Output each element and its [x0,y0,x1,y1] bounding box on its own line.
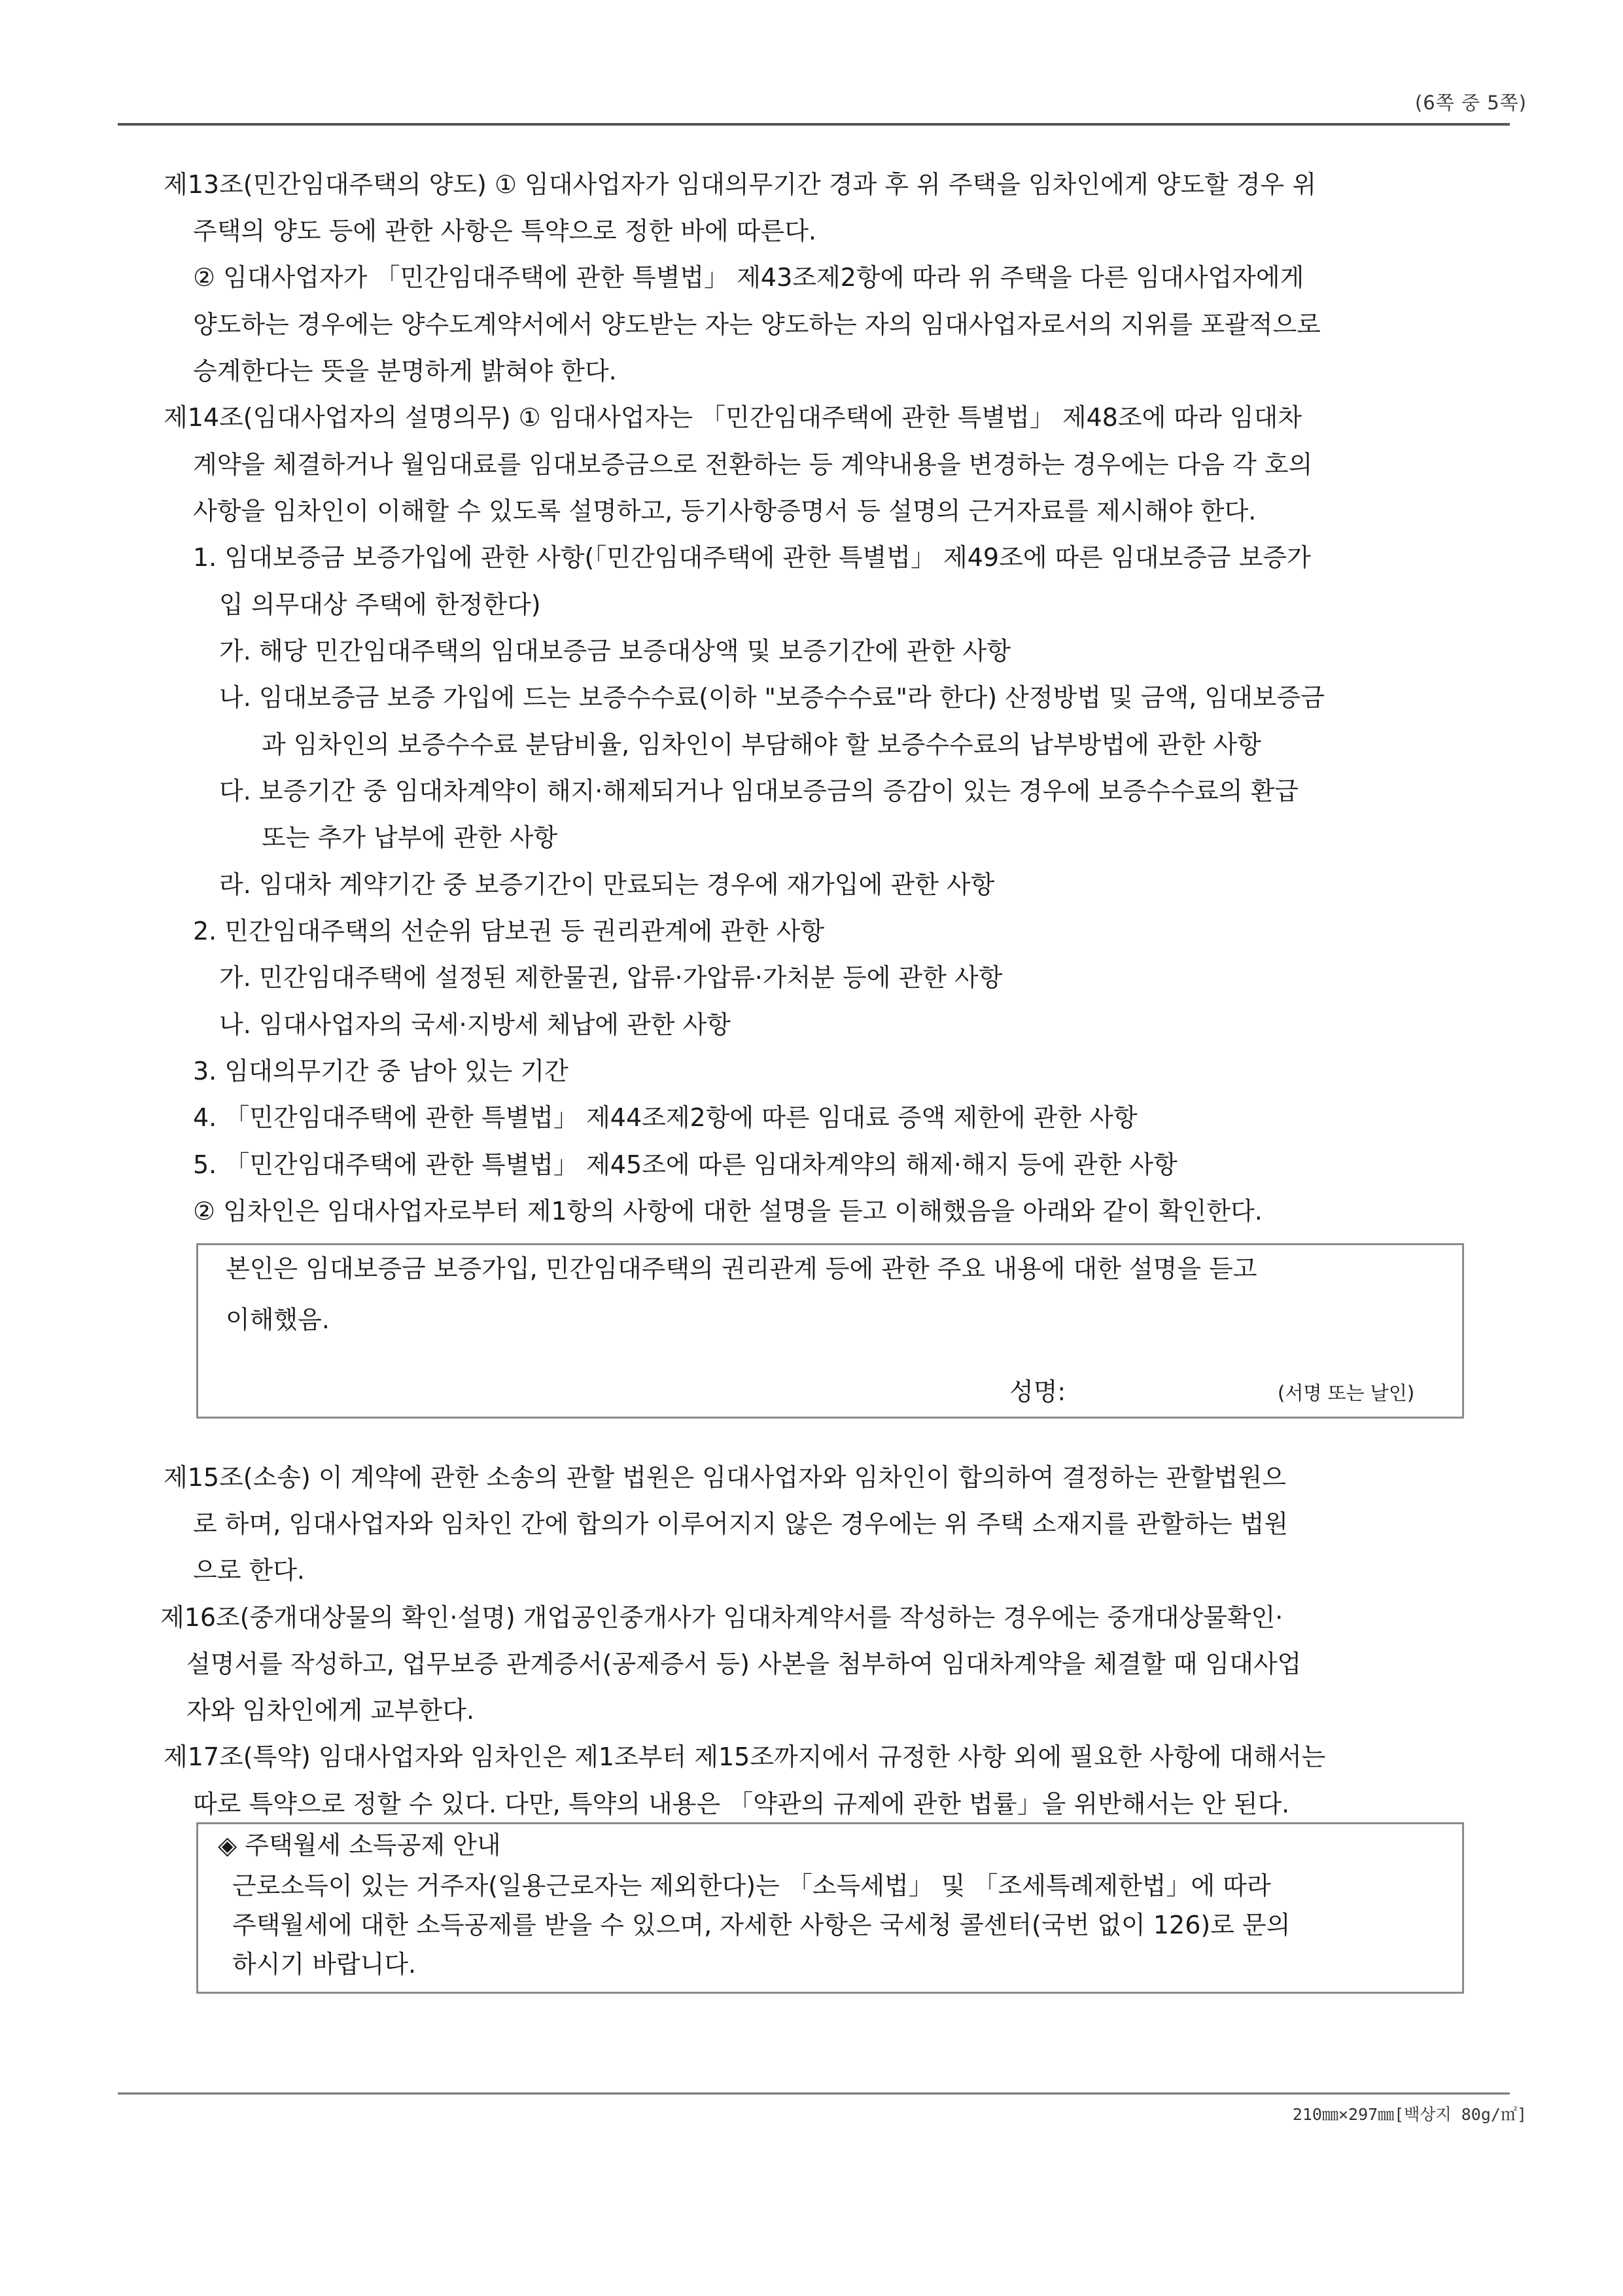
confirmation-box [196,1243,1464,1419]
notice-title: ◈ 주택월세 소득공제 안내 [218,1831,501,1860]
top-divider [118,123,1510,126]
article17-line2: 따로 특약으로 정할 수 있다. 다만, 특약의 내용은 「약관의 규제에 관한 법률」을 위반해서는 안 된다. [193,1790,1290,1818]
page-number: (6쪽 중 5쪽) [1414,92,1527,114]
article14-item1-na-line2: 과 임차인의 보증수수료 분담비율, 임차인이 부담해야 할 보증수수료의 납부방법에 관한 사항 [262,730,1261,759]
article15-line3: 으로 한다. [193,1556,305,1585]
article14-item5: 5. 「민간임대주택에 관한 특별법」 제45조에 따른 임대차계약의 해제·해지 등에 관한 사항 [193,1150,1178,1179]
article15-line2: 로 하며, 임대사업자와 임차인 간에 합의가 이루어지지 않은 경우에는 위 주택 소재지를 관할하는 법원 [193,1510,1289,1538]
signature-label: 성명: [1009,1377,1066,1406]
article13-line4: 양도하는 경우에는 양수도계약서에서 양도받는 자는 양도하는 자의 임대사업자로서의 지위를 포괄적으로 [193,310,1321,339]
article14-item2-ga: 가. 민간임대주택에 설정된 제한물권, 압류·가압류·가처분 등에 관한 사항 [219,963,1003,992]
article14-item1-ga: 가. 해당 민간임대주택의 임대보증금 보증대상액 및 보증기간에 관한 사항 [219,637,1011,665]
confirmation-text-line1: 본인은 임대보증금 보증가입, 민간임대주택의 권리관계 등에 관한 주요 내용에 대한 설명을 듣고 [226,1254,1257,1283]
article14-item1-ra: 라. 임대차 계약기간 중 보증기간이 만료되는 경우에 재가입에 관한 사항 [219,870,995,899]
notice-line3: 하시기 바랍니다. [232,1950,417,1979]
article14-line1: 제14조(임대사업자의 설명의무) ① 임대사업자는 「민간임대주택에 관한 특별법」 제48조에 따라 임대차 [164,403,1302,432]
bottom-divider [118,2093,1510,2094]
article14-item4: 4. 「민간임대주택에 관한 특별법」 제44조제2항에 따른 임대료 증액 제한에 관한 사항 [193,1103,1138,1132]
article14-line2: 계약을 체결하거나 월임대료를 임대보증금으로 전환하는 등 계약내용을 변경하는 경우에는 다음 각 호의 [193,450,1313,479]
article14-item2-na: 나. 임대사업자의 국세·지방세 체납에 관한 사항 [219,1010,731,1039]
article14-line3: 사항을 임차인이 이해할 수 있도록 설명하고, 등기사항증명서 등 설명의 근거자료를 제시해야 한다. [193,497,1257,525]
article16-line1: 제16조(중개대상물의 확인·설명) 개업공인중개사가 임대차계약서를 작성하는 경우에는 중개대상물확인· [160,1603,1283,1632]
signature-note: (서명 또는 날인) [1278,1382,1415,1404]
article14-item1-da-line2: 또는 추가 납부에 관한 사항 [262,823,558,852]
article13-line3: ② 임대사업자가 「민간임대주택에 관한 특별법」 제43조제2항에 따라 위 주택을 다른 임대사업자에게 [193,263,1304,292]
article15-line1: 제15조(소송) 이 계약에 관한 소송의 관할 법원은 임대사업자와 임차인이 합의하여 결정하는 관할법원으 [164,1463,1286,1492]
article13-line2: 주택의 양도 등에 관한 사항은 특약으로 정한 바에 따른다. [193,217,816,245]
article14-para2: ② 임차인은 임대사업자로부터 제1항의 사항에 대한 설명을 듣고 이해했음을 아래와 같이 확인한다. [193,1197,1263,1226]
article13-line1: 제13조(민간임대주택의 양도) ① 임대사업자가 임대의무기간 경과 후 위 주택을 임차인에게 양도할 경우 위 [164,170,1317,199]
confirmation-text-line2: 이해했음. [226,1305,330,1334]
article14-item2: 2. 민간임대주택의 선순위 담보권 등 권리관계에 관한 사항 [193,917,825,945]
article14-item1-na-line1: 나. 임대보증금 보증 가입에 드는 보증수수료(이하 "보증수수료"라 한다) 산정방법 및 금액, 임대보증금 [219,683,1325,712]
article14-item1-line2: 입 의무대상 주택에 한정한다) [219,590,541,619]
paper-spec: 210㎜×297㎜[백상지 80g/㎡] [1292,2105,1527,2124]
article14-item1-line1: 1. 임대보증금 보증가입에 관한 사항(「민간임대주택에 관한 특별법」 제49조에 따른 임대보증금 보증가 [193,543,1311,572]
notice-line1: 근로소득이 있는 거주자(일용근로자는 제외한다)는 「소득세법」 및 「조세특례제한법」에 따라 [232,1871,1271,1900]
article13-line5: 승계한다는 뜻을 분명하게 밝혀야 한다. [193,357,617,385]
article14-item3: 3. 임대의무기간 중 남아 있는 기간 [193,1057,568,1086]
article16-line2: 설명서를 작성하고, 업무보증 관계증서(공제증서 등) 사본을 첨부하여 임대차계약을 체결할 때 임대사업 [186,1650,1302,1678]
article16-line3: 자와 임차인에게 교부한다. [186,1696,475,1725]
article14-item1-da-line1: 다. 보증기간 중 임대차계약이 해지·해제되거나 임대보증금의 증감이 있는 경우에 보증수수료의 환급 [219,777,1299,805]
notice-line2: 주택월세에 대한 소득공제를 받을 수 있으며, 자세한 사항은 국세청 콜센터(국번 없이 126)로 문의 [232,1911,1291,1939]
article17-line1: 제17조(특약) 임대사업자와 임차인은 제1조부터 제15조까지에서 규정한 사항 외에 필요한 사항에 대해서는 [164,1742,1326,1771]
rent-deduction-notice-box [196,1822,1464,1994]
